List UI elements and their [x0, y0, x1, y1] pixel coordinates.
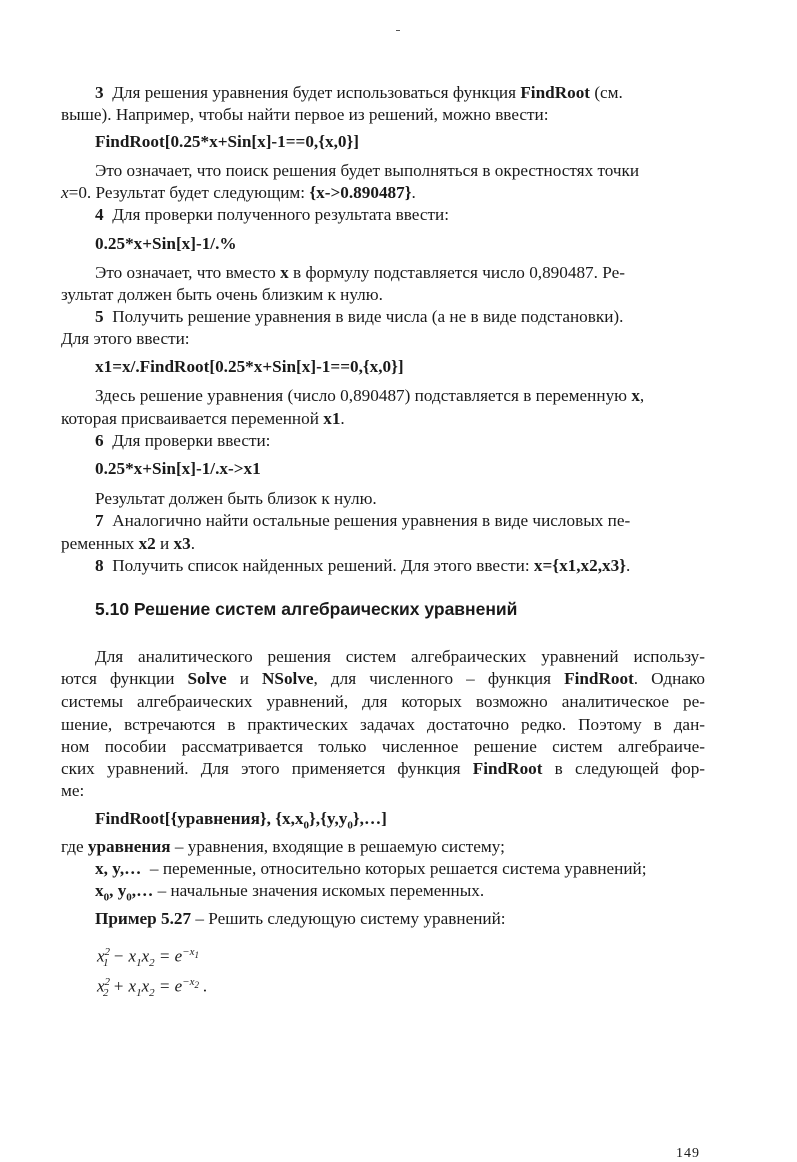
- definition-line: $x_0$, $y_0,\dots$ – начальные значения искомых переменных.: [95, 881, 485, 904]
- code-line: x1=x/.FindRoot[0.25*x+Sin[x]-1==0,{x,0}]: [95, 357, 404, 376]
- step-6-line: 6 Для проверки ввести:: [95, 431, 271, 450]
- section-paragraph-line: Для аналитического решения систем алгебраических уравнений использу-: [95, 647, 705, 666]
- section-heading: 5.10 Решение систем алгебраических уравнений: [95, 599, 518, 619]
- section-paragraph-line: ном пособии рассматривается только численное решение систем алгебраиче-: [61, 737, 705, 756]
- step-4-line: 4 Для проверки полученного результата ввести:: [95, 205, 449, 224]
- paragraph-line: ременных x2 и x3.: [61, 534, 196, 553]
- definition-line: x, y,… – переменные, относительно которых решается система уравнений;: [95, 859, 647, 878]
- equation-2: $x^2_2 + x_1x_2 = e^{-x_2}$ .: [97, 976, 208, 1000]
- paragraph-line: Для этого ввести:: [61, 329, 190, 348]
- step-7-line: 7 Аналогично найти остальные решения уравнения в виде числовых пе-: [95, 511, 631, 530]
- paragraph-line: Это означает, что поиск решения будет выполняться в окрестностях точки: [95, 161, 640, 180]
- code-line: 0.25*x+Sin[x]-1/.%: [95, 234, 237, 253]
- example-caption: Пример 5.27 – Решить следующую систему уравнений:: [95, 909, 506, 928]
- paragraph-line: зультат должен быть очень близким к нулю.: [61, 285, 383, 304]
- paragraph-line: Здесь решение уравнения (число 0,890487) подставляется в переменную x,: [95, 386, 645, 405]
- scan-speck: [396, 30, 400, 31]
- section-paragraph-line: ских уравнений. Для этого применяется функция FindRoot в следующей фор-: [61, 759, 706, 778]
- definition-line: где уравнения – уравнения, входящие в решаемую систему;: [61, 837, 505, 856]
- paragraph-line: Это означает, что вместо x в формулу подставляется число 0,890487. Ре-: [95, 263, 625, 282]
- section-paragraph-line: ются функции Solve и NSolve, для численного – функция FindRoot. Однако: [61, 669, 705, 688]
- section-paragraph-line: шение, встречаются в практических задачах достаточно редко. Поэтому в дан-: [61, 715, 705, 734]
- step-5-line: 5 Получить решение уравнения в виде числа (а не в виде подстановки).: [95, 307, 624, 326]
- code-line: 0.25*x+Sin[x]-1/.x->x1: [95, 459, 261, 478]
- code-line: FindRoot[0.25*x+Sin[x]-1==0,{x,0}]: [95, 132, 359, 151]
- paragraph-line: которая присваивается переменной x1.: [61, 409, 345, 428]
- paragraph-line: Результат должен быть близок к нулю.: [95, 489, 377, 508]
- page-number: 149: [676, 1146, 700, 1161]
- paragraph-line: x=0. Результат будет следующим: {x->0.890487}.: [61, 183, 416, 202]
- paragraph-line: выше). Например, чтобы найти первое из решений, можно ввести:: [61, 105, 549, 124]
- equation-1: $x^2_1 - x_1x_2 = e^{-x_1}$: [97, 946, 199, 970]
- section-paragraph-line: системы алгебраических уравнений, для которых возможно аналитическое ре-: [61, 692, 705, 711]
- findroot-syntax: FindRoot[{уравнения}, $\{x,x_0\},\{y,y_0\},\dots$]: [95, 809, 387, 832]
- section-paragraph-line: ме:: [61, 781, 85, 800]
- step-8-line: 8 Получить список найденных решений. Для этого ввести: x={x1,x2,x3}.: [95, 556, 631, 575]
- step-3-line: 3 Для решения уравнения будет использоваться функция FindRoot (см.: [95, 83, 623, 102]
